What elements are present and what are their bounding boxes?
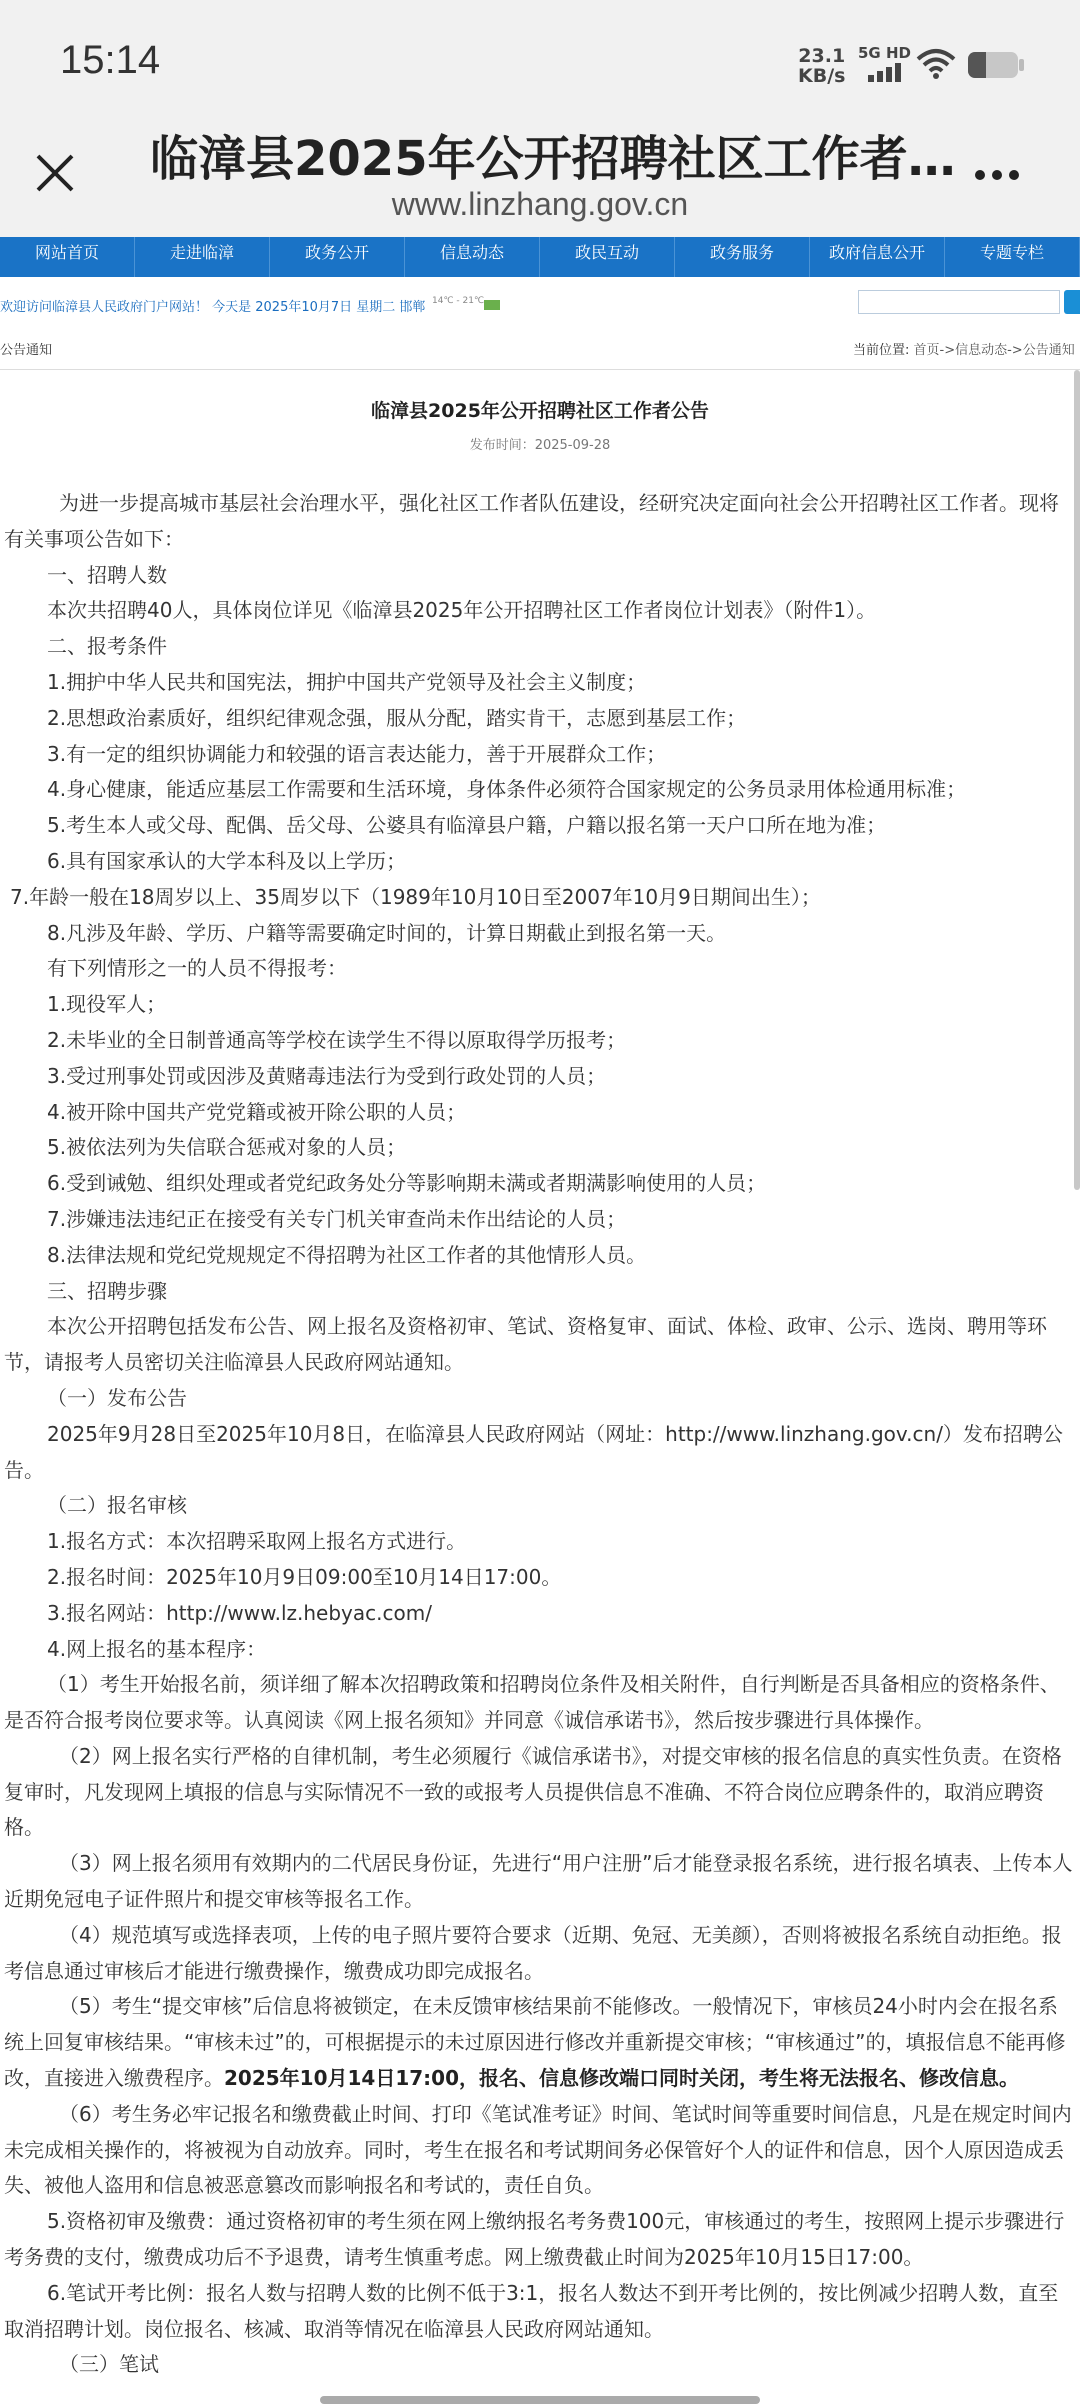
paragraph-text: 5.资格初审及缴费：通过资格初审的考生须在网上缴纳报名考务费100元，审核通过的考生，按照网上提示步骤进行考务费的支付，缴费成功后不予退费，请考生慎重考虑。网上缴费截止时间为2025年10月15日17:00。 <box>4 2209 1065 2270</box>
paragraph-text: （5）考生“提交审核”后信息将被锁定，在未反馈审核结果前不能修改。一般情况下，审核员24小时内会在报名系统上回复审核结果。“审核未过”的，可根据提示的未过原因进行修改并重新提交审核；“审核通过”的，填报信息不能再修改，直接进入缴费程序。 <box>4 1994 1066 2091</box>
article-date: 发布时间：2025-09-28 <box>469 438 611 453</box>
paragraph-text: 6.受到诫勉、组织处理或者党纪政务处分等影响期未满或者期满影响使用的人员； <box>47 1171 767 1196</box>
article-paragraph <box>4 629 1076 665</box>
paragraph-text: 3.受过刑事处罚或因涉及黄赌毒违法行为受到行政处罚的人员； <box>47 1063 607 1088</box>
article-paragraph <box>4 772 1076 808</box>
paragraph-bold-text: 2025年10月14日17:00，报名、信息修改端口同时关闭，考生将无法报名、修改信息。 <box>224 2066 1019 2091</box>
nav-item[interactable]: 网站首页 <box>0 237 135 277</box>
article-paragraph <box>4 1309 1076 1381</box>
paragraph-text: 6.笔试开考比例：报名人数与招聘人数的比例不低于3:1，报名人数达不到开考比例的，按比例减少招聘人数，直至取消招聘计划。岗位报名、核减、取消等情况在临漳县人民政府网站通知。 <box>4 2280 1059 2341</box>
paragraph-text: 2.未毕业的全日制普通高等学校在读学生不得以原取得学历报考； <box>47 1027 627 1052</box>
welcome-text: 欢迎访问临漳县人民政府门户网站！ 今天是 2025年10月7日 星期二 邯郸 <box>0 300 426 315</box>
article-paragraph <box>4 844 1076 880</box>
paragraph-text: （3）网上报名须用有效期内的二代居民身份证，先进行“用户注册”后才能登录报名系统，进行报名填表、上传本人近期免冠电子证件照片和提交审核等报名工作。 <box>4 1851 1073 1912</box>
network-speed-unit: KB/s <box>798 65 846 87</box>
battery-level <box>968 52 986 78</box>
site-nav <box>0 237 1080 277</box>
nav-item[interactable]: 政务公开 <box>270 237 405 277</box>
article-paragraph <box>4 558 1076 594</box>
article-paragraph <box>4 1739 1076 1846</box>
search-button[interactable] <box>1064 290 1080 314</box>
status-bar <box>0 0 1080 125</box>
article-paragraph <box>4 1381 1076 1417</box>
article-paragraph <box>4 2204 1076 2276</box>
wifi-icon <box>916 48 956 80</box>
page-title: 临漳县2025年公开招聘社区工作者… <box>150 131 956 187</box>
network-speed <box>798 46 845 86</box>
paragraph-text: 1.拥护中华人民共和国宪法，拥护中国共产党领导及社会主义制度； <box>47 669 647 694</box>
article-paragraph <box>4 486 1076 558</box>
article-paragraph <box>4 1989 1076 2096</box>
article-paragraph <box>4 987 1076 1023</box>
article-paragraph <box>4 1918 1076 1990</box>
article-paragraph <box>4 1059 1076 1095</box>
article-paragraph <box>4 1202 1076 1238</box>
signal-icon <box>868 62 904 82</box>
search-input[interactable] <box>858 290 1060 314</box>
breadcrumb-label: 当前位置: <box>853 343 910 358</box>
article-paragraph <box>4 1667 1076 1739</box>
paragraph-text: （6）考生务必牢记报名和缴费截止时间、打印《笔试准考证》时间、笔试时间等重要时间信息，凡是在规定时间内未完成相关操作的，将被视为自动放弃。同时，考生在报名和考试期间务必保管好个人的证件和信息，因个人原因造成丢失、被他人盗用和信息被恶意篡改而影响报名和考试的，责任自负。 <box>4 2101 1072 2198</box>
breadcrumb-path <box>853 339 1075 358</box>
article-paragraph <box>4 593 1076 629</box>
article-paragraph <box>4 1596 1076 1632</box>
article-paragraph <box>4 2347 1076 2383</box>
weather-text: 14℃ - 21℃ <box>432 296 485 306</box>
article-body <box>4 486 1076 2383</box>
breadcrumb <box>0 333 1080 370</box>
paragraph-text: 8.法律法规和党纪党规规定不得招聘为社区工作者的其他情形人员。 <box>47 1242 647 1267</box>
paragraph-text: 4.身心健康，能适应基层工作需要和生活环境，身体条件必须符合国家规定的公务员录用体检通用标准； <box>47 777 967 802</box>
paragraph-text: 2.报名时间：2025年10月9日09:00至10月14日17:00。 <box>47 1564 562 1589</box>
paragraph-text: 4.网上报名的基本程序： <box>47 1636 267 1661</box>
paragraph-text: 2025年9月28日至2025年10月8日，在临漳县人民政府网站（网址：http://www.linzhang.gov.cn/）发布招聘公告。 <box>4 1421 1063 1482</box>
article-title: 临漳县2025年公开招聘社区工作者公告 <box>371 400 709 422</box>
nav-item[interactable]: 政务服务 <box>675 237 810 277</box>
article-paragraph <box>4 808 1076 844</box>
status-time: 15:14 <box>60 38 161 82</box>
paragraph-text: 7.涉嫌违法违纪正在接受有关专门机关审查尚未作出结论的人员； <box>47 1206 627 1231</box>
article-paragraph <box>4 951 1076 987</box>
article-paragraph <box>4 880 1076 916</box>
nav-item[interactable]: 政民互动 <box>540 237 675 277</box>
paragraph-text: 本次公开招聘包括发布公告、网上报名及资格初审、笔试、资格复审、面试、体检、政审、公示、选岗、聘用等环节，请报考人员密切关注临漳县人民政府网站通知。 <box>4 1314 1047 1375</box>
horizontal-scrollbar[interactable] <box>320 2396 760 2404</box>
paragraph-text: 二、报考条件 <box>47 634 167 659</box>
article-paragraph <box>4 2097 1076 2204</box>
article-paragraph <box>4 737 1076 773</box>
paragraph-text: 1.现役军人； <box>47 992 167 1017</box>
paragraph-text: 本次共招聘40人，具体岗位详见《临漳县2025年公开招聘社区工作者岗位计划表》（附件1）。 <box>47 598 877 623</box>
paragraph-text: 1.报名方式：本次招聘采取网上报名方式进行。 <box>47 1529 467 1554</box>
article-paragraph <box>4 1560 1076 1596</box>
paragraph-text: 7.年龄一般在18周岁以上、35周岁以下（1989年10月10日至2007年10月9日期间出生）； <box>10 884 821 909</box>
paragraph-text: 3.有一定的组织协调能力和较强的语言表达能力，善于开展群众工作； <box>47 741 667 766</box>
battery-icon <box>968 52 1018 78</box>
paragraph-text: 5.被依法列为失信联合惩戒对象的人员； <box>47 1135 407 1160</box>
article-paragraph <box>4 1524 1076 1560</box>
breadcrumb-links[interactable]: 首页->信息动态->公告通知 <box>913 343 1075 358</box>
paragraph-text: 6.具有国家承认的大学本科及以上学历； <box>47 848 407 873</box>
nav-item[interactable]: 信息动态 <box>405 237 540 277</box>
vertical-scrollbar[interactable] <box>1074 370 1080 1190</box>
article-paragraph <box>4 1095 1076 1131</box>
article-paragraph <box>4 2276 1076 2348</box>
article-paragraph <box>4 1417 1076 1489</box>
article-paragraph <box>4 1488 1076 1524</box>
article-paragraph <box>4 1846 1076 1918</box>
paragraph-text: （2）网上报名实行严格的自律机制，考生必须履行《诚信承诺书》，对提交审核的报名信息的真实性负责。在资格复审时，凡发现网上填报的信息与实际情况不一致的或报考人员提供信息不准确、不符合岗位应聘条件的，取消应聘资格。 <box>4 1743 1062 1840</box>
more-menu-icon[interactable] <box>975 165 1035 179</box>
article-paragraph <box>4 1274 1076 1310</box>
paragraph-text: （三）笔试 <box>59 2352 159 2377</box>
article-paragraph <box>4 1023 1076 1059</box>
paragraph-text: 一、招聘人数 <box>47 562 167 587</box>
paragraph-text: 三、招聘步骤 <box>47 1278 167 1303</box>
article-paragraph <box>4 701 1076 737</box>
nav-item[interactable]: 走进临漳 <box>135 237 270 277</box>
battery-cap <box>1019 59 1024 71</box>
paragraph-text: 8.凡涉及年龄、学历、户籍等需要确定时间的，计算日期截止到报名第一天。 <box>47 920 727 945</box>
article-paragraph <box>4 1238 1076 1274</box>
nav-item[interactable]: 专题专栏 <box>945 237 1080 277</box>
paragraph-text: （二）报名审核 <box>47 1493 187 1518</box>
paragraph-text: 有下列情形之一的人员不得报考： <box>47 956 347 981</box>
article-paragraph <box>4 665 1076 701</box>
weather-icon <box>484 300 500 310</box>
paragraph-text: 为进一步提高城市基层社会治理水平，强化社区工作者队伍建设，经研究决定面向社会公开招聘社区工作者。现将有关事项公告如下： <box>4 491 1059 551</box>
article-paragraph <box>4 1130 1076 1166</box>
paragraph-text: 5.考生本人或父母、配偶、岳父母、公婆具有临漳县户籍，户籍以报名第一天户口所在地为准； <box>47 813 887 838</box>
article-paragraph <box>4 1166 1076 1202</box>
article-paragraph <box>4 916 1076 952</box>
page-domain: www.linzhang.gov.cn <box>391 186 689 222</box>
article-paragraph <box>4 1632 1076 1668</box>
paragraph-text: （1）考生开始报名前，须详细了解本次招聘政策和招聘岗位条件及相关附件，自行判断是否具备相应的资格条件、是否符合报考岗位要求等。认真阅读《网上报名须知》并同意《诚信承诺书》，然后按步骤进行具体操作。 <box>4 1672 1060 1733</box>
section-title: 公告通知 <box>0 343 53 358</box>
nav-item[interactable]: 政府信息公开 <box>810 237 945 277</box>
paragraph-text: 2.思想政治素质好，组织纪律观念强，服从分配，踏实肯干，志愿到基层工作； <box>47 705 747 730</box>
paragraph-text: 4.被开除中国共产党党籍或被开除公职的人员； <box>47 1099 467 1124</box>
paragraph-text: （一）发布公告 <box>47 1385 187 1410</box>
paragraph-text: 3.报名网站：http://www.lz.hebyac.com/ <box>47 1600 432 1625</box>
network-speed-value: 23.1 <box>798 45 846 67</box>
paragraph-text: （4）规范填写或选择表项，上传的电子照片要符合要求（近期、免冠、无美颜），否则将被报名系统自动拒绝。报考信息通过审核后才能进行缴费操作，缴费成功即完成报名。 <box>4 1922 1062 1983</box>
network-type: 5G HD <box>858 44 911 62</box>
